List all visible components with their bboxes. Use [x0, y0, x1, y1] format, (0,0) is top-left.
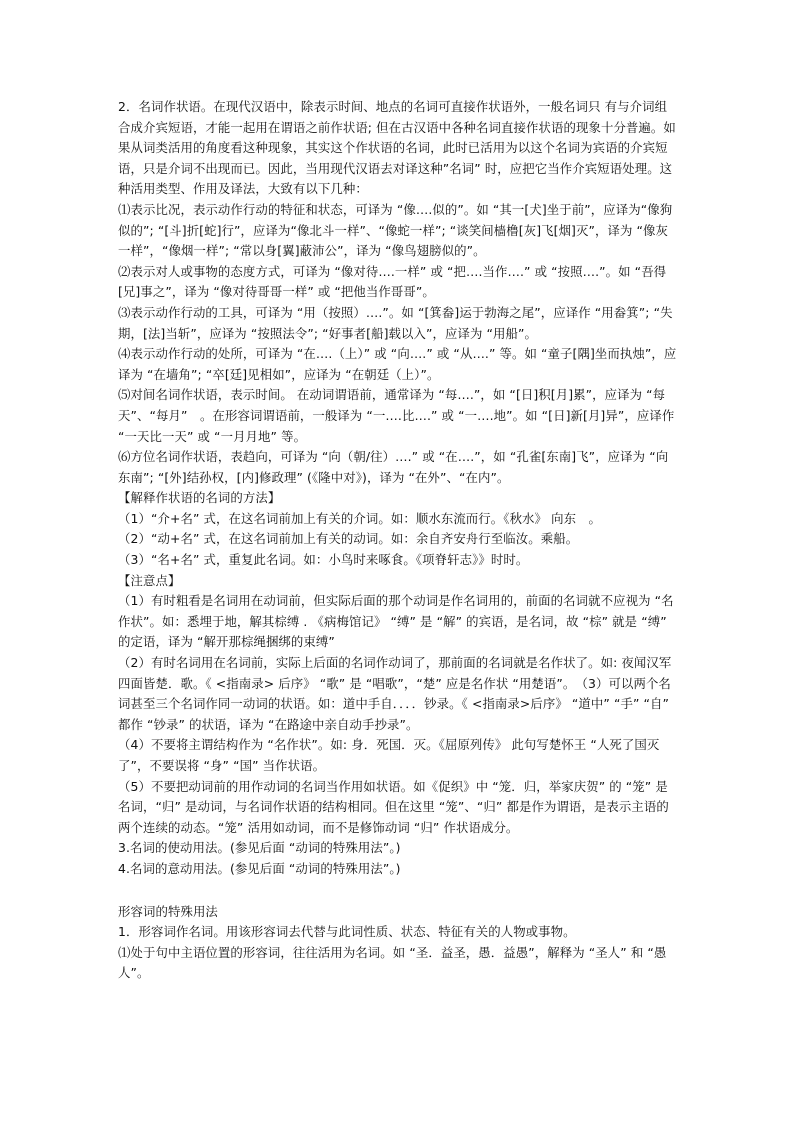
section-gap — [118, 880, 678, 902]
paragraph: 3.名词的使动用法。(参见后面 “动词的特殊用法”。) — [118, 840, 401, 856]
paragraph: 4.名词的意动用法。(参见后面 “动词的特殊用法”。) — [118, 860, 401, 876]
notes-heading: 【注意点】 — [118, 572, 181, 588]
paragraph: （4）不要将主谓结构作为 “名作状”。如: 身．死国．灭。《屈原列传》 此句写楚怀王 “人死了国灭了”，不要误将 “身” “国” 当作状语。 — [118, 737, 660, 773]
paragraph: ⑶表示动作行动的工具，可译为 “用（按照）….”。如 “[箕畚]运于勃海之尾”，应译作 “用畚箕”; “失期，[法]当斩”，应译为 “按照法令”; “好事者[船]载以入”，应译为 “用船”。 — [118, 304, 673, 341]
section-noun-adverbial — [118, 97, 678, 880]
paragraph: （2）“动+名” 式，在这名词前加上有关的动词。如：余自齐安舟行至临汝。乘船。 — [118, 531, 579, 547]
paragraph: （1）“介+名” 式，在这名词前加上有关的介词。如：顺水东流而行。《秋水》 向东 。 — [118, 510, 602, 526]
paragraph: ⑸对间名词作状语，表示时间。 在动词谓语前，通常译为 “每….”，如 “[日]积[月]累”，应译为 “每天”、“每月” 。在形容词谓语前，一般译为 “一….比….” 或 “一….地”。如 “[日]新[月]异”，应译作 “一天比一天” 或 “一月月地” 等。 — [118, 387, 675, 444]
document-page — [118, 97, 678, 984]
method-heading: 【解释作状语的名词的方法】 — [118, 490, 281, 506]
paragraph: （3）“名+名” 式，重复此名词。如：小鸟时来啄食。《项脊轩志》》时时。 — [118, 552, 529, 568]
paragraph: 1．形容词作名词。用该形容词去代替与此词性质、状态、特征有关的人物或事物。 — [118, 924, 576, 940]
section-adjective-usage — [118, 902, 678, 984]
paragraph: （2）有时名词用在名词前，实际上后面的名词作动词了，那前面的名词就是名作状了。如: 夜闻汉军四面皆楚．歌。《 <指南录> 后序》 “歌” 是 “唱歌”，“楚” 应是名作状 “用楚语”。 （3）可以两个名词甚至三个名词作同一动词的状语。如：道中手自．．．．钞录。《 <指南录>后序》 “道中” “手” “自” 都作 “钞录” 的状语，译为 “在路途中亲自动手抄录”。 — [118, 655, 672, 732]
paragraph: ⑷表示动作行动的处所，可译为 “在….（上）” 或 “向….” 或 “从….” 等。如 “童子[隅]坐而执烛”，应译为 “在墙角”; “卒[廷]见相如”，应译为 “在朝廷（上）”。 — [118, 346, 677, 382]
paragraph: ⑹方位名词作状语，表趋向，可译为 “向（朝/往）….” 或 “在….”，如 “孔雀[东南]飞”，应译为 “向东南”; “[外]结孙权，[内]修政理” (《隆中对》)，译为 “在外”、“在内”。 — [118, 449, 669, 485]
paragraph: ⑵表示对人或事物的态度方式，可译为 “像对待….一样” 或 “把….当作….” 或 “按照….”。如 “吾得[兄]事之”，译为 “像对待哥哥一样” 或 “把他当作哥哥”。 — [118, 263, 667, 300]
paragraph: 2．名词作状语。在现代汉语中，除表示时间、地点的名词可直接作状语外，一般名词只 有与介词组合成介宾短语，才能一起用在谓语之前作状语; 但在古汉语中各种名词直接作状语的现象十分普遍。如果从词类活用的角度看这种现象，其实这个作状语的名词，此时已活用为以这个名词为宾语的介宾短语，只是介词不出现而已。因此，当用现代汉语去对译这种”名词” 时，应把它当作介宾短语处理。这种活用类型、作用及译法，大致有以下几种： — [118, 99, 676, 197]
paragraph: ⑴处于句中主语位置的形容词，往往活用为名词。如 “圣．益圣，愚．益愚”，解释为 “圣人” 和 “愚人”。 — [118, 944, 667, 981]
paragraph: （1）有时粗看是名词用在动词前，但实际后面的那个动词是作名词用的，前面的名词就不应视为 “名作状”。如：悉埋于地，解其棕缚 . 《病梅馆记》 “缚” 是 “解” 的宾语，是名词，故 “棕” 就是 “缚” 的定语，译为 “解开那棕绳捆绑的束缚” — [118, 593, 674, 650]
paragraph: （5）不要把动词前的用作动词的名词当作用如状语。如《促织》中 “笼．归，举家庆贺” 的 “笼” 是名词，“归” 是动词，与名词作状语的结构相同。但在这里 “笼”、“归” 都是作为谓语，是表示主语的两个连续的动态。“笼” 活用如动词，而不是修饰动词 “归” 作状语成分。 — [118, 778, 669, 835]
paragraph: ⑴表示比况，表示动作行动的特征和状态，可译为 “像….似的”。如 “其一[犬]坐于前”，应译为“像狗似的”; “[斗]折[蛇]行”，应译为“像北斗一样”、“像蛇一样”; “谈笑间樯橹[灰]飞[烟]灭”，译为 “像灰一样”，“像烟一样”; “常以身[翼]蔽沛公”，译为 “像鸟翅膀似的”。 — [118, 201, 673, 259]
section-heading: 形容词的特殊用法 — [118, 903, 218, 919]
